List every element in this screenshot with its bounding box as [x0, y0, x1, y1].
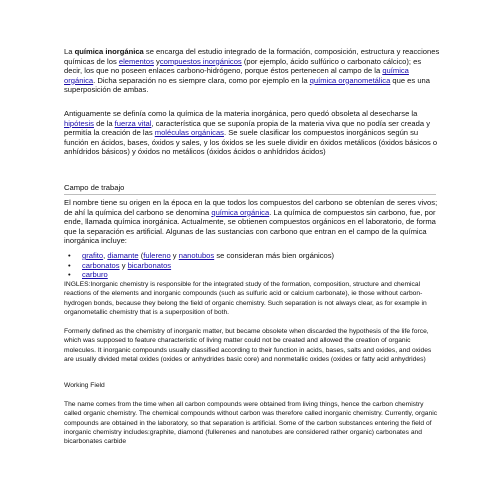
text: . Dicha separación no es siempre clara, como por ejemplo en la	[93, 75, 310, 85]
en-heading-working-field: Working Field	[64, 382, 105, 389]
link-grafito[interactable]: grafito	[82, 251, 104, 260]
link-diamante[interactable]: diamante	[107, 251, 139, 260]
list-item	[64, 270, 440, 280]
link-carburo[interactable]: carburo	[82, 270, 108, 280]
text: se consideran más bien orgánicos)	[214, 251, 335, 260]
list-item	[64, 261, 440, 271]
en-paragraph-intro: INGLES:Inorganic chemistry is responsible for the integrated study of the formation, composition, structure and chemical reactions of the elements and inorganic compounds (such as sulfuric acid or calcium carbonate), ie those without carbon-hydrogen bonds, because they belong the field of organic chemistry. Such separation is not always clear, as for example in organometallic chemistry that is a superposition of both.	[64, 281, 427, 316]
text: La	[64, 47, 75, 56]
text: Antiguamente se definía como la química de la materia inorgánica, pero quedó obsoleta al desecharse la	[64, 109, 418, 118]
link-nanotubos[interactable]: nanotubos	[178, 251, 215, 260]
en-paragraph-history: Formerly defined as the chemistry of inorganic matter, but became obsolete when discarded the hypothesis of the life force, which was supposed to feature characteristic of living matter could not be created and allowed the creation of organic molecules. It inorganic compounds usually classified according to their function in acids, bases, salts and oxides, and oxides are usually divided metal oxides (oxides or anhydrides basic core) and nonmetallic oxides (oxides or fatty acid anhydrides)	[64, 328, 432, 363]
text: y	[153, 56, 160, 66]
text: y	[119, 260, 128, 270]
link-fuerza-vital[interactable]: fuerza vital	[114, 118, 152, 128]
link-quimica-organometalica[interactable]: química organometálica	[309, 75, 391, 85]
text: se encarga del estudio integrado de la formación, composición, estructura y reacciones químicas de los	[64, 47, 440, 66]
link-bicarbonatos[interactable]: bicarbonatos	[127, 260, 172, 270]
link-quimica-organica[interactable]: química orgánica	[64, 66, 409, 85]
es-paragraph-field	[64, 198, 440, 246]
es-paragraph-intro	[64, 47, 440, 95]
link-compuestos-inorganicos[interactable]: compuestos inorgánicos	[159, 56, 242, 66]
link-moleculas-organicas[interactable]: moléculas orgánicas	[154, 128, 224, 138]
link-fulereno[interactable]: fulereno	[143, 251, 171, 260]
text: . Se suele clasificar los compuestos inorgánicos según su función en ácidos, bases, óxidos y sales, y los óxidos se les suele dividir en óxidos metálicos (óxidos básicos o anhídridos básicos) y óxidos no metálicos (óxidos ácidos o anhídridos ácidos)	[64, 128, 438, 157]
text: ,	[103, 251, 108, 260]
es-substances-list	[64, 251, 440, 280]
link-hipotesis[interactable]: hipótesis	[64, 118, 94, 128]
list-item	[64, 251, 440, 261]
text: . La química de compuestos sin carbono, fue, por ende, llamada química inorgánica. Actualmente, se obtienen compuestos orgánicos en el laboratorio, de forma que la separación es artificial. Algunas de las sustancias con carbono que entran en el campo de la química inorgánica incluye:	[64, 207, 436, 246]
text: , característica que se suponía propia de la materia viva que no podía ser creada y permitía la creación de las	[64, 118, 431, 138]
text: de la	[93, 118, 115, 128]
link-elementos[interactable]: elementos	[118, 56, 154, 66]
text: que es una superposición de ambas.	[64, 75, 430, 95]
text: (por ejemplo, ácido sulfúrico o carbonato cálcico); es decir, los que no poseen enlaces carbono-hidrógeno, porque éstos pertenecen al campo de la	[64, 56, 422, 76]
bold-term: química inorgánica	[74, 47, 144, 56]
link-quimica-organica-2[interactable]: química orgánica	[211, 207, 270, 217]
text: (	[138, 251, 144, 260]
text: El nombre tiene su origen en la época en la que todos los compuestos del carbono se obtenían de seres vivos; de ahí la química del carbono se denomina	[64, 198, 438, 217]
en-paragraph-field: The name comes from the time when all carbon compounds were obtained from living things, hence the carbon chemistry called organic chemistry. The chemical compounds without carbon was therefore called inorganic chemistry. Currently, organic compounds are obtained in the laboratory, so that separation is artificial. Some of the carbon substances entering the field of inorganic chemistry includes:graphite, diamond (fullerenes and nanotubes are considered rather organic) carbonates and bicarbonates carbide	[64, 401, 438, 446]
link-carbonatos[interactable]: carbonatos	[82, 260, 120, 270]
es-heading-campo-de-trabajo: Campo de trabajo	[64, 183, 436, 195]
text: y	[170, 251, 179, 260]
es-paragraph-history	[64, 109, 440, 157]
